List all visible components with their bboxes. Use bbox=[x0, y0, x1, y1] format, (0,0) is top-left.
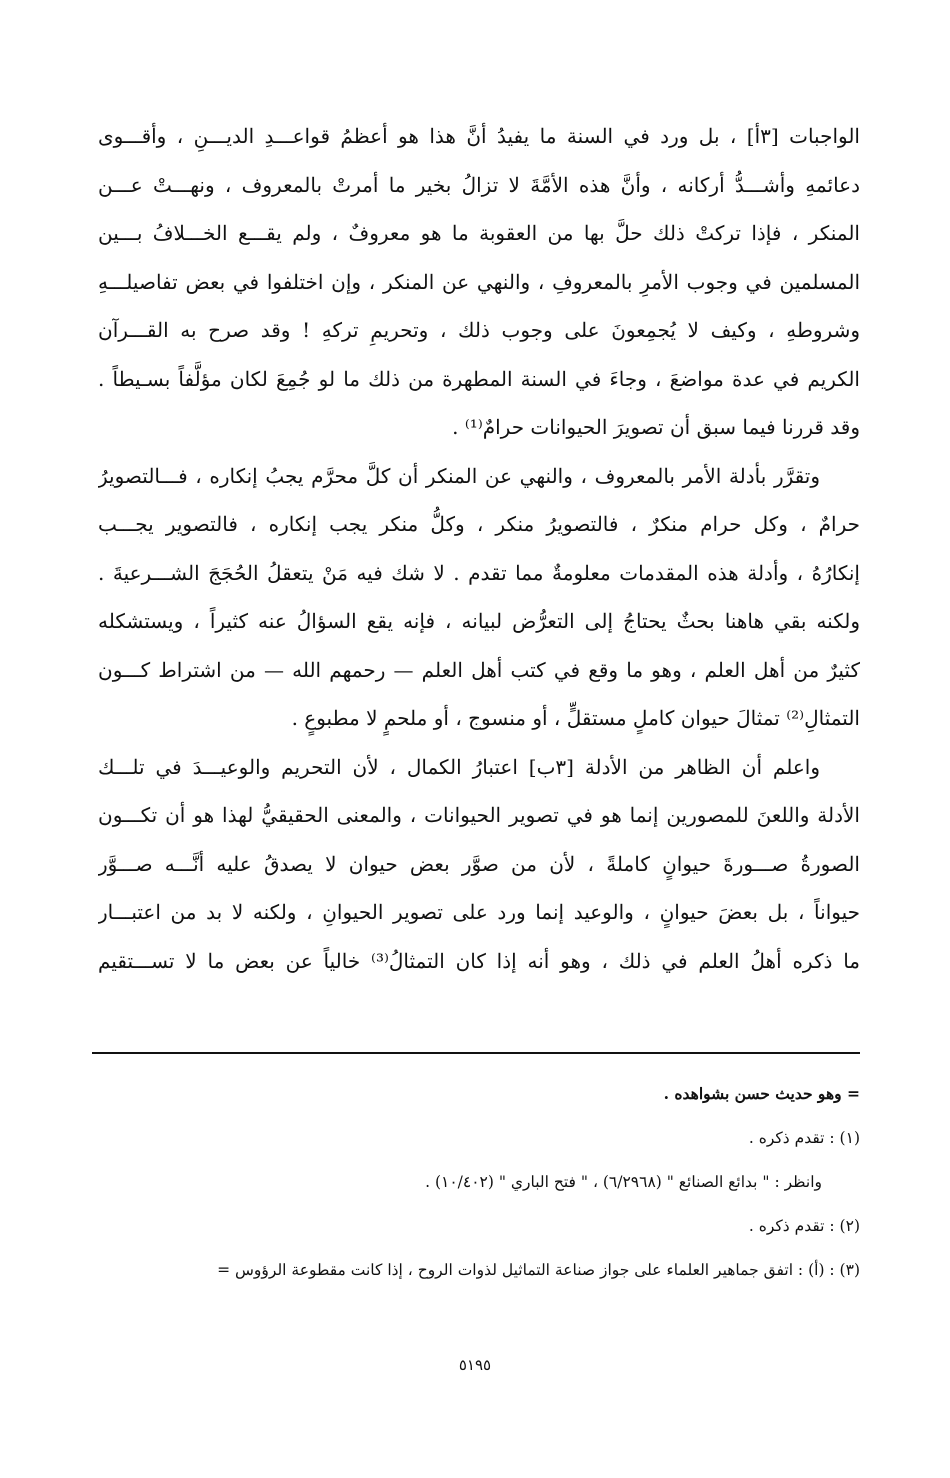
body-line: وتقرَّر بأدلة الأمر بالمعروف ، والنهي عن المنكر أن كلَّ محرَّم يجبُ إنكاره ، فـــالتصويرُ bbox=[98, 463, 820, 488]
body-line: الصورةُ صـــورةَ حيوانٍ كاملةً ، لأن من صوَّر بعض حيوان لا يصدقُ عليه أنَّـــه صـــوَّر bbox=[98, 851, 860, 876]
body-line: ولكنه بقي هاهنا بحثٌ يحتاجُ إلى التعرُّض لبيانه ، فإنه يقع السؤالُ عنه كثيراً ، ويستشكله bbox=[98, 609, 860, 633]
body-line: المسلمين في وجوب الأمرِ بالمعروفِ ، والنهي عن المنكر ، وإن اختلفوا في بعض تفاصيلـــهِ bbox=[98, 269, 860, 294]
footnotes bbox=[92, 1072, 860, 1292]
page-number: ٥١٩٥ bbox=[458, 1356, 492, 1374]
body-line: دعائمهِ وأشـــدُّ أركانه ، وأنَّ هذه الأمَّةَ لا تزالُ بخير ما أمرتْ بالمعروف ، ونهـــتْ عـــن bbox=[98, 172, 860, 197]
body-line: الكريم في عدة مواضعَ ، وجاءَ في السنة المطهرة من ذلك ما لو جُمِعَ لكان مؤلَّفاً بسـيطاً . bbox=[98, 366, 860, 391]
body-line: المنكر ، فإذا تركتْ ذلك حلَّ بها من العقوبة ما هو معروفٌ ، ولم يقـــع الخـــلافُ بـــين bbox=[98, 221, 860, 245]
body-line: حرامٌ ، وكل حرام منكرٌ ، فالتصويرُ منكر ، وكلُّ منكر يجب إنكاره ، فالتصوير يجـــب bbox=[98, 512, 860, 536]
footnote-line: (٢) : تقدم ذكره . bbox=[748, 1217, 860, 1235]
footnote-line: (٣) : (أ) : اتفق جماهير العلماء على جواز صناعة التماثيل لذوات الروح ، إذا كانت مقطوعة الرؤوس = bbox=[217, 1261, 860, 1279]
body-line: الواجبات [٣أ] ، بل ورد في السنة ما يفيدُ أنَّ هذا هو أعظمُ قواعـــدِ الديـــنِ ، وأقـــوى bbox=[98, 124, 860, 148]
footnote-line: وانظر : " بدائع الصنائع " (٦/٢٩٦٨) ، " فتح الباري " (١٠/٤٠٢) . bbox=[425, 1173, 822, 1191]
body-text bbox=[98, 112, 860, 985]
body-line: الأدلة واللعنَ للمصورين إنما هو في تصوير الحيوانات ، والمعنى الحقيقيُّ لهذا هو أن تكـــون bbox=[98, 803, 860, 827]
footnote-divider bbox=[92, 1052, 860, 1054]
footnote-line: = وهو حديث حسن بشواهده . bbox=[663, 1084, 860, 1103]
body-line: وقد قررنا فيما سبق أن تصويرَ الحيوانات حرامٌ⁽¹⁾ . bbox=[452, 415, 860, 439]
body-line: إنكارُهُ ، وأدلة هذه المقدمات معلومةٌ مما تقدم . لا شك فيه مَنْ يتعقلُ الحُجَجَ الشـــرعيةَ . bbox=[98, 560, 860, 585]
body-line: وشروطهِ ، وكيف لا يُجمِعونَ على وجوب ذلك ، وتحريمِ تركهِ ! وقد صرح به القـــرآن bbox=[98, 318, 860, 342]
body-line: حيواناً ، بل بعضَ حيوانٍ ، والوعيد إنما ورد على تصوير الحيوانِ ، ولكنه لا بد من اعتبـــار bbox=[98, 900, 860, 924]
body-line: واعلم أن الظاهر من الأدلة [٣ب] اعتبارُ الكمال ، لأن التحريم والوعيـــدَ في تلـــك bbox=[98, 754, 820, 779]
body-line: كثيرٌ من أهل العلم ، وهو ما وقع في كتب أهل العلم — رحمهم الله — من اشتراط كـــون bbox=[98, 657, 860, 682]
body-line: التمثالِ⁽²⁾ تمثالَ حيوان كاملٍ مستقلٍّ ، أو منسوج ، أو ملحمٍ لا مطبوعٍ . bbox=[291, 706, 860, 730]
body-line: ما ذكره أهلُ العلم في ذلك ، وهو أنه إذا كان التمثالُ⁽³⁾ خالياً عن بعض ما لا تســـتقيم bbox=[98, 948, 860, 973]
footnote-line: (١) : تقدم ذكره . bbox=[748, 1129, 860, 1147]
